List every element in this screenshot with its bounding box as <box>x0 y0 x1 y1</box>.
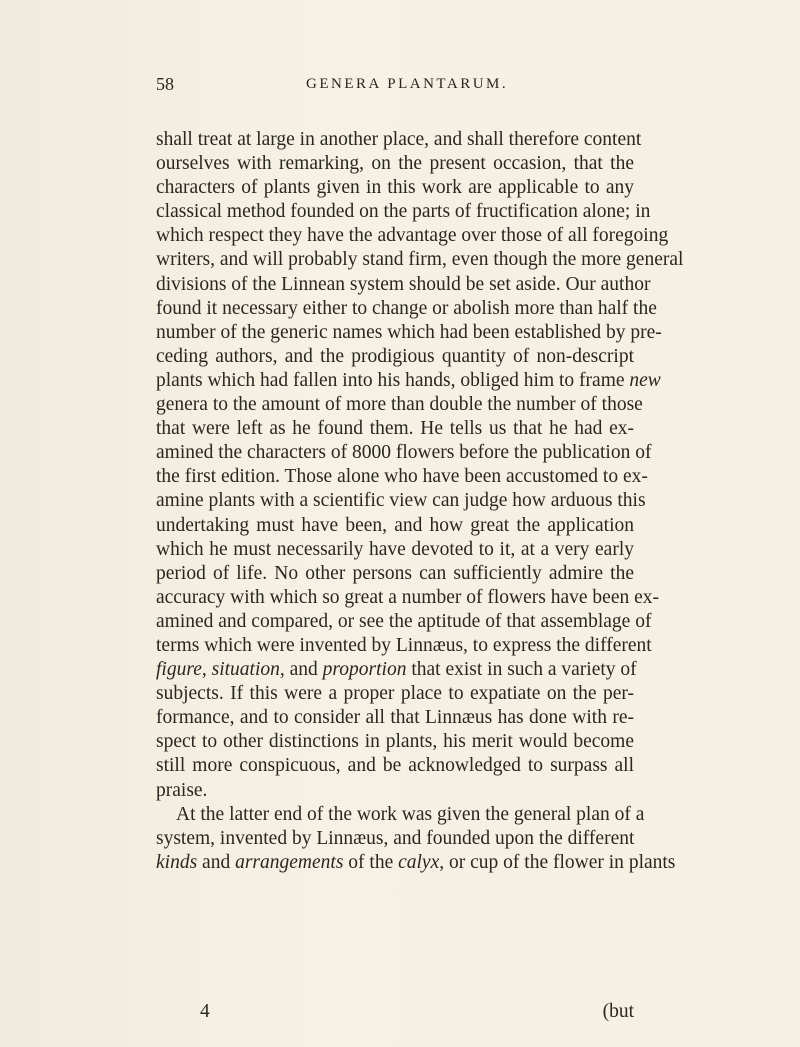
signature-mark: 4 <box>200 1001 210 1022</box>
text-line: amined and compared, or see the aptitude of that assemblage of <box>156 610 652 632</box>
text-line: figure, situation, and proportion that exist in such a variety of <box>156 659 637 681</box>
text-line: kinds and arrangements of the calyx, or cup of the flower in plants <box>156 851 676 873</box>
text-line: genera to the amount of more than double the number of those <box>156 394 643 416</box>
text-line: shall treat at large in another place, and shall therefore content <box>156 129 642 150</box>
text-line: ourselves with remarking, on the present occasion, that the <box>156 153 634 175</box>
text-line: undertaking must have been, and how great the application <box>156 514 634 536</box>
text-line: found it necessary either to change or abolish more than half the <box>156 297 657 319</box>
text-line: writers, and will probably stand firm, even though the more general <box>156 249 684 271</box>
text-line: spect to other distinctions in plants, his merit would become <box>156 731 634 753</box>
running-title: GENERA PLANTARUM. <box>306 76 509 92</box>
text-line: At the latter end of the work was given the general plan of a <box>176 803 645 825</box>
text-line: still more conspicuous, and be acknowledged to surpass all <box>156 755 634 777</box>
page-header <box>156 74 634 102</box>
text-line: which respect they have the advantage over those of all foregoing <box>156 225 669 247</box>
text-line: amine plants with a scientific view can judge how arduous this <box>156 490 646 512</box>
text-line: number of the generic names which had been established by pre- <box>156 321 662 343</box>
text-line: amined the characters of 8000 flowers before the publication of <box>156 442 652 464</box>
text-line: formance, and to consider all that Linnæus has done with re- <box>156 707 634 729</box>
text-line: subjects. If this were a proper place to expatiate on the per- <box>156 683 634 705</box>
text-line: terms which were invented by Linnæus, to express the different <box>156 634 652 656</box>
text-line: classical method founded on the parts of fructification alone; in <box>156 201 651 223</box>
text-line: plants which had fallen into his hands, obliged him to frame new <box>156 369 661 391</box>
text-line: divisions of the Linnean system should be set aside. Our author <box>156 273 651 295</box>
text-line: accuracy with which so great a number of flowers have been ex- <box>156 586 659 608</box>
text-line: praise. <box>156 779 208 801</box>
text-line: characters of plants given in this work are applicable to any <box>156 177 634 199</box>
body-text <box>156 128 684 875</box>
catchword: (but <box>602 1001 634 1022</box>
page-number: 58 <box>156 74 174 94</box>
text-line: system, invented by Linnæus, and founded upon the different <box>156 827 635 849</box>
page-footer <box>156 1001 634 1025</box>
text-line: period of life. No other persons can sufficiently admire the <box>156 562 634 584</box>
text-line: the first edition. Those alone who have been accustomed to ex- <box>156 466 648 488</box>
text-line: that were left as he found them. He tells us that he had ex- <box>156 418 634 440</box>
text-line: ceding authors, and the prodigious quantity of non-descript <box>156 345 634 367</box>
text-line: which he must necessarily have devoted to it, at a very early <box>156 538 634 560</box>
